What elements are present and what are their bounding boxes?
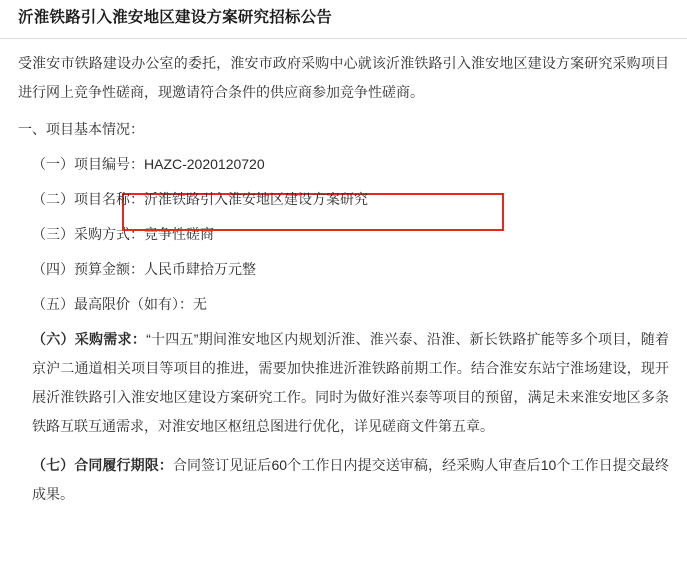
- item-project-number: [18, 150, 669, 179]
- item-project-name-label: （二）项目名称：: [32, 191, 144, 208]
- item-procurement-requirement: [18, 325, 669, 441]
- item-price-cap-value: 无: [193, 296, 207, 313]
- item-contract-period: [18, 451, 669, 509]
- intro-paragraph: 受淮安市铁路建设办公室的委托，淮安市政府采购中心就该沂淮铁路引入淮安地区建设方案研究采购项目进行网上竞争性磋商，现邀请符合条件的供应商参加竞争性磋商。: [18, 55, 669, 101]
- item-project-name: [18, 185, 669, 214]
- item-procurement-method-label: （三）采购方式：: [32, 226, 144, 243]
- item-project-name-value: 沂淮铁路引入淮安地区建设方案研究: [144, 191, 368, 208]
- item-procurement-requirement-label: （六）采购需求：: [32, 331, 147, 348]
- item-budget-amount: [18, 255, 669, 284]
- item-procurement-requirement-value: “十四五”期间淮安地区内规划沂淮、淮兴泰、沿淮、新长铁路扩能等多个项目，随着京沪二通道相关项目等项目的推进，需要加快推进沂淮铁路前期工作。结合淮安东站宁淮场建设，现开展沂淮铁路引入淮安地区建设方案研究工作。同时为做好淮兴泰等项目的预留，满足未来淮安地区多条铁路互联互通需求，对淮安地区枢纽总图进行优化，详见磋商文件第五章。: [32, 331, 669, 435]
- item-project-number-label: （一）项目编号：: [32, 156, 144, 173]
- item-price-cap-label: （五）最高限价（如有）：: [32, 296, 193, 313]
- item-price-cap: [18, 290, 669, 319]
- item-contract-period-label: （七）合同履行期限：: [32, 457, 173, 474]
- document-title-bar: [0, 0, 687, 39]
- section-heading-one: 一、项目基本情况：: [18, 121, 144, 138]
- document-body: [0, 39, 687, 509]
- item-procurement-method-value: 竞争性磋商: [144, 226, 214, 243]
- item-procurement-method: [18, 220, 669, 249]
- item-budget-amount-value: 人民币肆拾万元整: [144, 261, 256, 278]
- item-contract-period-value: 合同签订见证后60个工作日内提交送审稿，经采购人审查后10个工作日提交最终成果。: [32, 457, 669, 503]
- item-project-number-value: HAZC-2020120720: [144, 156, 265, 173]
- item-budget-amount-label: （四）预算金额：: [32, 261, 144, 278]
- page-title: 沂淮铁路引入淮安地区建设方案研究招标公告: [18, 9, 333, 26]
